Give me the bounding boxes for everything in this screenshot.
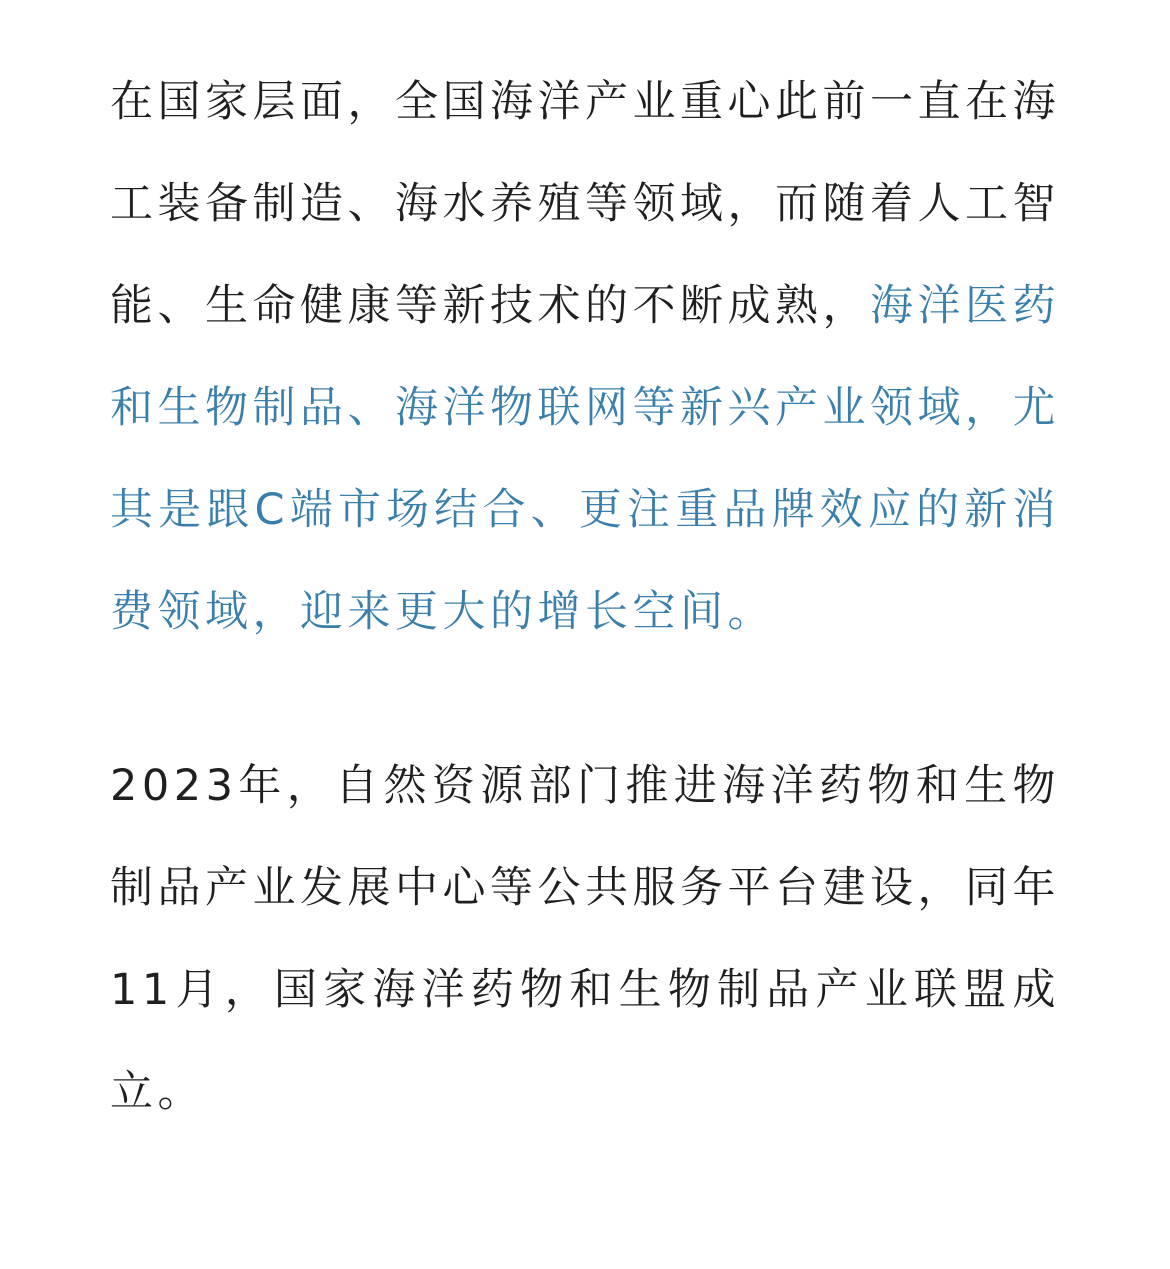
paragraph-text: 2023年，自然资源部门推进海洋药物和生物制品产业发展中心等公共服务平台建设，同年11月，国家海洋药物和生物制品产业联盟成立。	[110, 761, 1060, 1117]
article-body	[110, 51, 1060, 1143]
highlighted-text: 海洋医药和生物制品、海洋物联网等新兴产业领域，尤其是跟C端市场结合、更注重品牌效应的新消费领域，迎来更大的增长空间。	[110, 281, 1060, 637]
paragraph-2023	[110, 735, 1060, 1143]
paragraph-lead-text: 在国家层面，全国海洋产业重心此前一直在海工装备制造、海水养殖等领域，而随着人工智能、生命健康等新技术的不断成熟，	[110, 77, 1060, 331]
paragraph-national-level	[110, 51, 1060, 663]
